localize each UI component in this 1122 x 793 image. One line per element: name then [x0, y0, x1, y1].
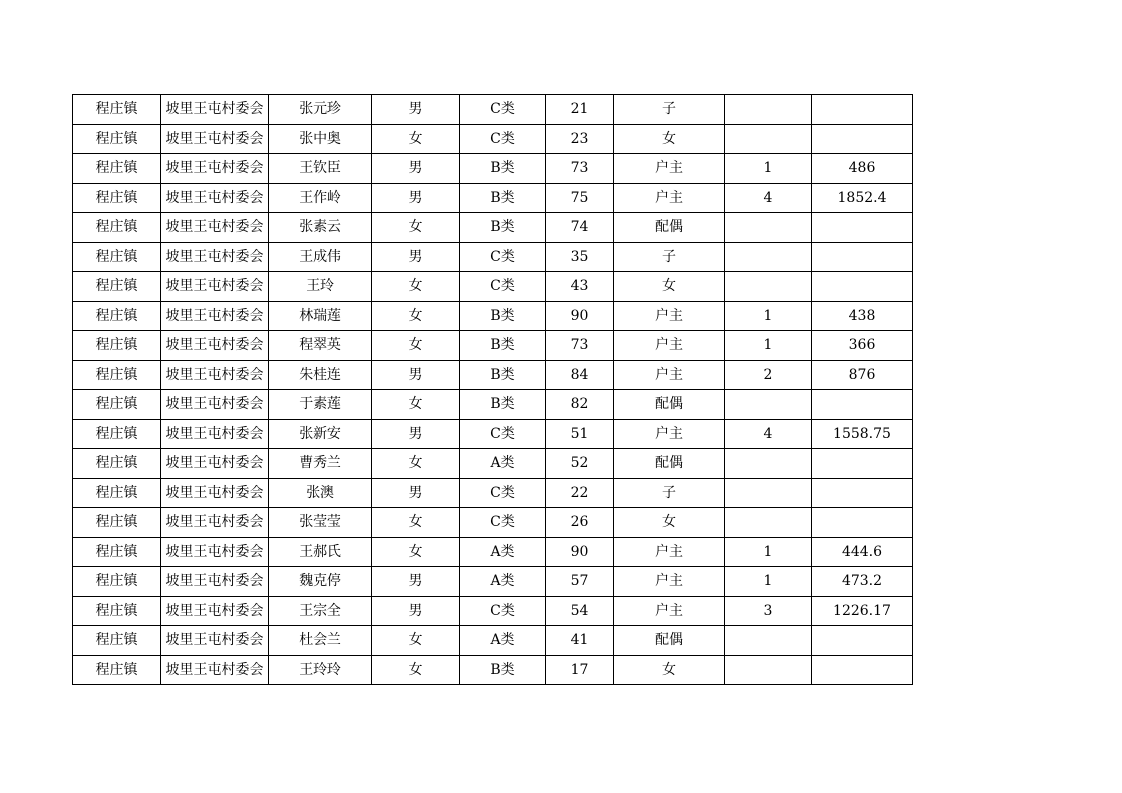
age-cell: 90	[546, 537, 614, 567]
amount-cell: 1558.75	[812, 419, 913, 449]
amount-cell	[812, 626, 913, 656]
amount-cell: 473.2	[812, 567, 913, 597]
age-cell: 57	[546, 567, 614, 597]
age-cell: 84	[546, 360, 614, 390]
household-count-cell	[725, 95, 812, 125]
category-cell: B类	[460, 331, 546, 361]
table-row	[73, 508, 913, 538]
category-cell: A类	[460, 449, 546, 479]
gender-cell: 女	[372, 537, 460, 567]
household-count-cell	[725, 242, 812, 272]
category-cell: B类	[460, 183, 546, 213]
household-count-cell	[725, 272, 812, 302]
village-committee-cell: 坡里王屯村委会	[161, 213, 269, 243]
gender-cell: 女	[372, 331, 460, 361]
town-cell: 程庄镇	[73, 272, 161, 302]
relation-cell: 子	[614, 242, 725, 272]
age-cell: 54	[546, 596, 614, 626]
table-row	[73, 478, 913, 508]
amount-cell: 1852.4	[812, 183, 913, 213]
age-cell: 23	[546, 124, 614, 154]
name-cell: 王玲玲	[269, 655, 372, 685]
category-cell: B类	[460, 360, 546, 390]
village-committee-cell: 坡里王屯村委会	[161, 242, 269, 272]
gender-cell: 男	[372, 596, 460, 626]
village-committee-cell: 坡里王屯村委会	[161, 449, 269, 479]
village-committee-cell: 坡里王屯村委会	[161, 567, 269, 597]
relation-cell: 配偶	[614, 390, 725, 420]
gender-cell: 男	[372, 419, 460, 449]
town-cell: 程庄镇	[73, 419, 161, 449]
amount-cell	[812, 95, 913, 125]
category-cell: C类	[460, 272, 546, 302]
gender-cell: 男	[372, 478, 460, 508]
relation-cell: 子	[614, 478, 725, 508]
name-cell: 张元珍	[269, 95, 372, 125]
age-cell: 26	[546, 508, 614, 538]
village-committee-cell: 坡里王屯村委会	[161, 124, 269, 154]
household-count-cell	[725, 508, 812, 538]
gender-cell: 女	[372, 508, 460, 538]
household-count-cell	[725, 449, 812, 479]
town-cell: 程庄镇	[73, 626, 161, 656]
town-cell: 程庄镇	[73, 183, 161, 213]
gender-cell: 男	[372, 567, 460, 597]
name-cell: 于素莲	[269, 390, 372, 420]
category-cell: C类	[460, 95, 546, 125]
table-row	[73, 331, 913, 361]
town-cell: 程庄镇	[73, 242, 161, 272]
household-count-cell	[725, 626, 812, 656]
village-committee-cell: 坡里王屯村委会	[161, 331, 269, 361]
category-cell: C类	[460, 596, 546, 626]
name-cell: 林瑞莲	[269, 301, 372, 331]
gender-cell: 男	[372, 154, 460, 184]
gender-cell: 女	[372, 213, 460, 243]
table-row	[73, 449, 913, 479]
household-count-cell	[725, 124, 812, 154]
village-committee-cell: 坡里王屯村委会	[161, 301, 269, 331]
amount-cell: 366	[812, 331, 913, 361]
relation-cell: 户主	[614, 537, 725, 567]
town-cell: 程庄镇	[73, 301, 161, 331]
household-count-cell: 3	[725, 596, 812, 626]
relation-cell: 户主	[614, 301, 725, 331]
relation-cell: 女	[614, 124, 725, 154]
household-count-cell: 4	[725, 419, 812, 449]
amount-cell	[812, 390, 913, 420]
village-committee-cell: 坡里王屯村委会	[161, 419, 269, 449]
table-row	[73, 390, 913, 420]
age-cell: 73	[546, 154, 614, 184]
age-cell: 17	[546, 655, 614, 685]
table-row	[73, 242, 913, 272]
age-cell: 43	[546, 272, 614, 302]
category-cell: A类	[460, 537, 546, 567]
gender-cell: 男	[372, 95, 460, 125]
table-row	[73, 655, 913, 685]
age-cell: 35	[546, 242, 614, 272]
relation-cell: 配偶	[614, 449, 725, 479]
age-cell: 75	[546, 183, 614, 213]
village-committee-cell: 坡里王屯村委会	[161, 655, 269, 685]
category-cell: C类	[460, 242, 546, 272]
amount-cell	[812, 272, 913, 302]
name-cell: 魏克停	[269, 567, 372, 597]
name-cell: 张莹莹	[269, 508, 372, 538]
amount-cell: 438	[812, 301, 913, 331]
amount-cell	[812, 449, 913, 479]
name-cell: 张中奥	[269, 124, 372, 154]
amount-cell	[812, 124, 913, 154]
household-count-cell: 1	[725, 301, 812, 331]
town-cell: 程庄镇	[73, 213, 161, 243]
town-cell: 程庄镇	[73, 449, 161, 479]
village-committee-cell: 坡里王屯村委会	[161, 390, 269, 420]
age-cell: 22	[546, 478, 614, 508]
household-count-cell: 4	[725, 183, 812, 213]
category-cell: C类	[460, 478, 546, 508]
category-cell: B类	[460, 301, 546, 331]
household-count-cell	[725, 213, 812, 243]
amount-cell: 1226.17	[812, 596, 913, 626]
gender-cell: 男	[372, 183, 460, 213]
table-row	[73, 537, 913, 567]
household-count-cell: 1	[725, 154, 812, 184]
town-cell: 程庄镇	[73, 478, 161, 508]
village-committee-cell: 坡里王屯村委会	[161, 183, 269, 213]
amount-cell: 444.6	[812, 537, 913, 567]
category-cell: C类	[460, 508, 546, 538]
village-committee-cell: 坡里王屯村委会	[161, 508, 269, 538]
town-cell: 程庄镇	[73, 154, 161, 184]
name-cell: 曹秀兰	[269, 449, 372, 479]
village-committee-cell: 坡里王屯村委会	[161, 626, 269, 656]
age-cell: 90	[546, 301, 614, 331]
name-cell: 王郝氏	[269, 537, 372, 567]
table-row	[73, 360, 913, 390]
age-cell: 41	[546, 626, 614, 656]
village-committee-cell: 坡里王屯村委会	[161, 596, 269, 626]
name-cell: 程翠英	[269, 331, 372, 361]
relation-cell: 户主	[614, 154, 725, 184]
gender-cell: 女	[372, 272, 460, 302]
amount-cell: 876	[812, 360, 913, 390]
age-cell: 82	[546, 390, 614, 420]
relation-cell: 户主	[614, 331, 725, 361]
village-committee-cell: 坡里王屯村委会	[161, 272, 269, 302]
gender-cell: 男	[372, 242, 460, 272]
amount-cell	[812, 478, 913, 508]
town-cell: 程庄镇	[73, 655, 161, 685]
gender-cell: 女	[372, 390, 460, 420]
category-cell: B类	[460, 655, 546, 685]
name-cell: 张澳	[269, 478, 372, 508]
name-cell: 朱桂连	[269, 360, 372, 390]
relation-cell: 户主	[614, 183, 725, 213]
household-count-cell	[725, 655, 812, 685]
relation-cell: 女	[614, 655, 725, 685]
village-committee-cell: 坡里王屯村委会	[161, 95, 269, 125]
town-cell: 程庄镇	[73, 95, 161, 125]
amount-cell	[812, 508, 913, 538]
relation-cell: 户主	[614, 567, 725, 597]
gender-cell: 女	[372, 301, 460, 331]
gender-cell: 男	[372, 360, 460, 390]
age-cell: 74	[546, 213, 614, 243]
table-body	[73, 95, 913, 685]
table-row	[73, 419, 913, 449]
table-row	[73, 626, 913, 656]
household-count-cell: 2	[725, 360, 812, 390]
table-row	[73, 272, 913, 302]
name-cell: 王钦臣	[269, 154, 372, 184]
category-cell: B类	[460, 154, 546, 184]
gender-cell: 女	[372, 655, 460, 685]
household-count-cell	[725, 390, 812, 420]
town-cell: 程庄镇	[73, 331, 161, 361]
age-cell: 73	[546, 331, 614, 361]
table-row	[73, 301, 913, 331]
town-cell: 程庄镇	[73, 390, 161, 420]
town-cell: 程庄镇	[73, 360, 161, 390]
name-cell: 张新安	[269, 419, 372, 449]
age-cell: 21	[546, 95, 614, 125]
category-cell: C类	[460, 124, 546, 154]
relation-cell: 女	[614, 272, 725, 302]
household-count-cell: 1	[725, 567, 812, 597]
amount-cell	[812, 242, 913, 272]
name-cell: 王成伟	[269, 242, 372, 272]
table-row	[73, 183, 913, 213]
category-cell: A类	[460, 626, 546, 656]
relation-cell: 户主	[614, 360, 725, 390]
town-cell: 程庄镇	[73, 508, 161, 538]
category-cell: B类	[460, 390, 546, 420]
amount-cell	[812, 213, 913, 243]
relation-cell: 女	[614, 508, 725, 538]
town-cell: 程庄镇	[73, 124, 161, 154]
relation-cell: 配偶	[614, 626, 725, 656]
table-row	[73, 95, 913, 125]
relation-cell: 子	[614, 95, 725, 125]
table-row	[73, 567, 913, 597]
name-cell: 张素云	[269, 213, 372, 243]
town-cell: 程庄镇	[73, 537, 161, 567]
town-cell: 程庄镇	[73, 567, 161, 597]
age-cell: 51	[546, 419, 614, 449]
gender-cell: 女	[372, 124, 460, 154]
category-cell: C类	[460, 419, 546, 449]
category-cell: A类	[460, 567, 546, 597]
table-row	[73, 124, 913, 154]
town-cell: 程庄镇	[73, 596, 161, 626]
village-committee-cell: 坡里王屯村委会	[161, 537, 269, 567]
name-cell: 王作岭	[269, 183, 372, 213]
relation-cell: 户主	[614, 419, 725, 449]
table-row	[73, 213, 913, 243]
table-row	[73, 154, 913, 184]
gender-cell: 女	[372, 626, 460, 656]
table-row	[73, 596, 913, 626]
household-count-cell: 1	[725, 537, 812, 567]
household-count-cell	[725, 478, 812, 508]
gender-cell: 女	[372, 449, 460, 479]
name-cell: 王宗全	[269, 596, 372, 626]
data-table	[72, 94, 913, 685]
amount-cell: 486	[812, 154, 913, 184]
age-cell: 52	[546, 449, 614, 479]
category-cell: B类	[460, 213, 546, 243]
village-committee-cell: 坡里王屯村委会	[161, 360, 269, 390]
name-cell: 王玲	[269, 272, 372, 302]
name-cell: 杜会兰	[269, 626, 372, 656]
village-committee-cell: 坡里王屯村委会	[161, 154, 269, 184]
village-committee-cell: 坡里王屯村委会	[161, 478, 269, 508]
household-count-cell: 1	[725, 331, 812, 361]
relation-cell: 户主	[614, 596, 725, 626]
relation-cell: 配偶	[614, 213, 725, 243]
amount-cell	[812, 655, 913, 685]
